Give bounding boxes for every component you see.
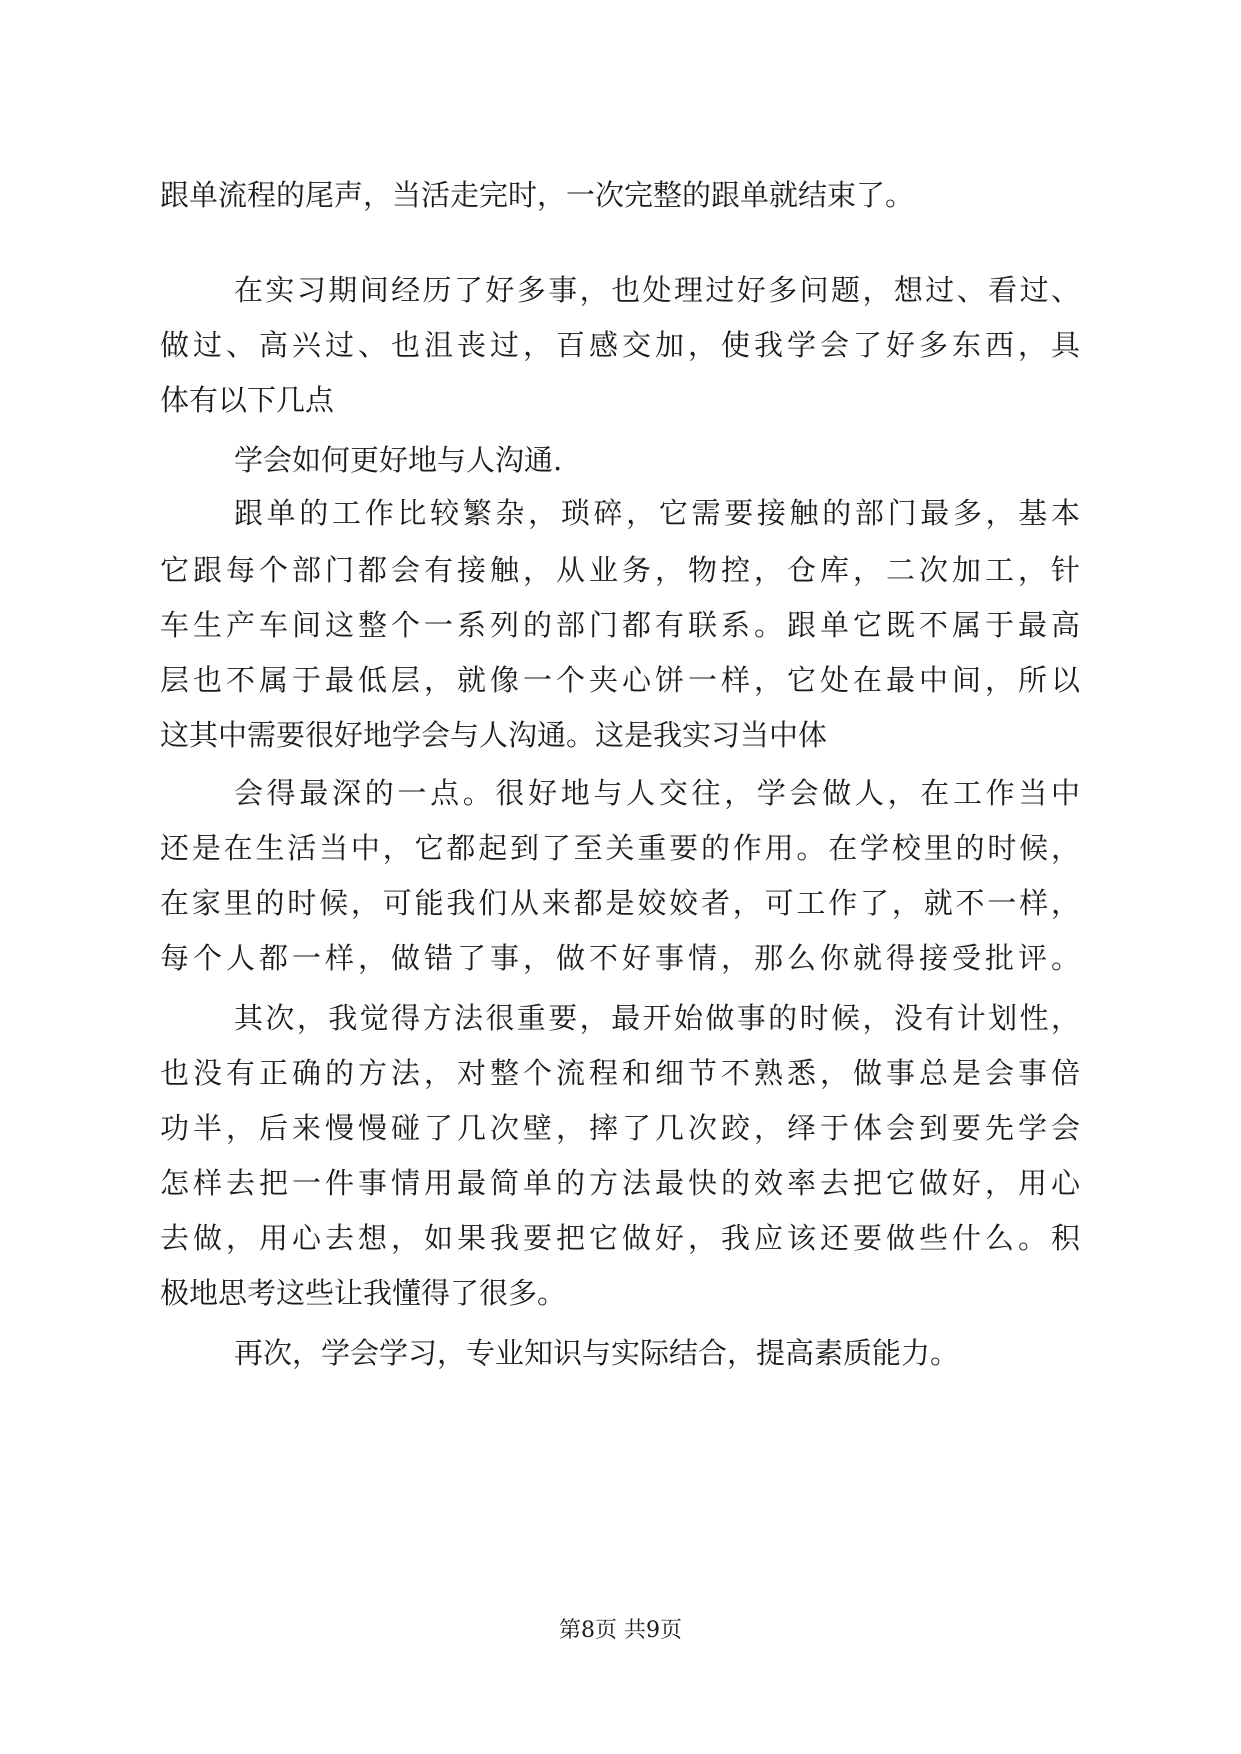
text-line: 层也不属于最低层，就像一个夹心饼一样，它处在最中间，所以 [160, 663, 1080, 697]
text-line: 在实习期间经历了好多事，也处理过好多问题，想过、看过、 [234, 273, 1080, 307]
text-line: 体有以下几点 [160, 383, 335, 417]
text-line: 会得最深的一点。很好地与人交往，学会做人，在工作当中 [234, 776, 1080, 810]
text-line: 还是在生活当中，它都起到了至关重要的作用。在学校里的时候， [160, 831, 1080, 865]
text-line: 跟单的工作比较繁杂，琐碎，它需要接触的部门最多，基本 [234, 496, 1080, 530]
text-line: 功半，后来慢慢碰了几次壁，摔了几次跤，绎于体会到要先学会 [160, 1111, 1080, 1145]
text-line: 它跟每个部门都会有接触，从业务，物控，仓库，二次加工，针 [160, 553, 1080, 587]
text-line: 学会如何更好地与人沟通. [234, 443, 563, 477]
text-line: 去做，用心去想，如果我要把它做好，我应该还要做些什么。积 [160, 1221, 1080, 1255]
text-line: 再次，学会学习，专业知识与实际结合，提高素质能力。 [234, 1336, 960, 1370]
text-line: 在家里的时候，可能我们从来都是姣姣者，可工作了，就不一样， [160, 886, 1080, 920]
text-line: 这其中需要很好地学会与人沟通。这是我实习当中体 [160, 718, 828, 752]
text-line: 每个人都一样，做错了事，做不好事情，那么你就得接受批评。 [160, 941, 1080, 975]
page-footer [0, 1616, 1241, 1646]
page-number-label: 第8页 共9页 [559, 1618, 682, 1643]
text-line: 也没有正确的方法，对整个流程和细节不熟悉，做事总是会事倍 [160, 1056, 1080, 1090]
text-line: 其次，我觉得方法很重要，最开始做事的时候，没有计划性， [234, 1001, 1080, 1035]
text-line: 车生产车间这整个一系列的部门都有联系。跟单它既不属于最高 [160, 608, 1080, 642]
text-line: 做过、高兴过、也沮丧过，百感交加，使我学会了好多东西，具 [160, 328, 1080, 362]
text-line: 跟单流程的尾声，当活走完时，一次完整的跟单就结束了。 [160, 178, 915, 212]
text-line: 极地思考这些让我懂得了很多。 [160, 1276, 567, 1310]
text-line: 怎样去把一件事情用最简单的方法最快的效率去把它做好，用心 [160, 1166, 1080, 1200]
